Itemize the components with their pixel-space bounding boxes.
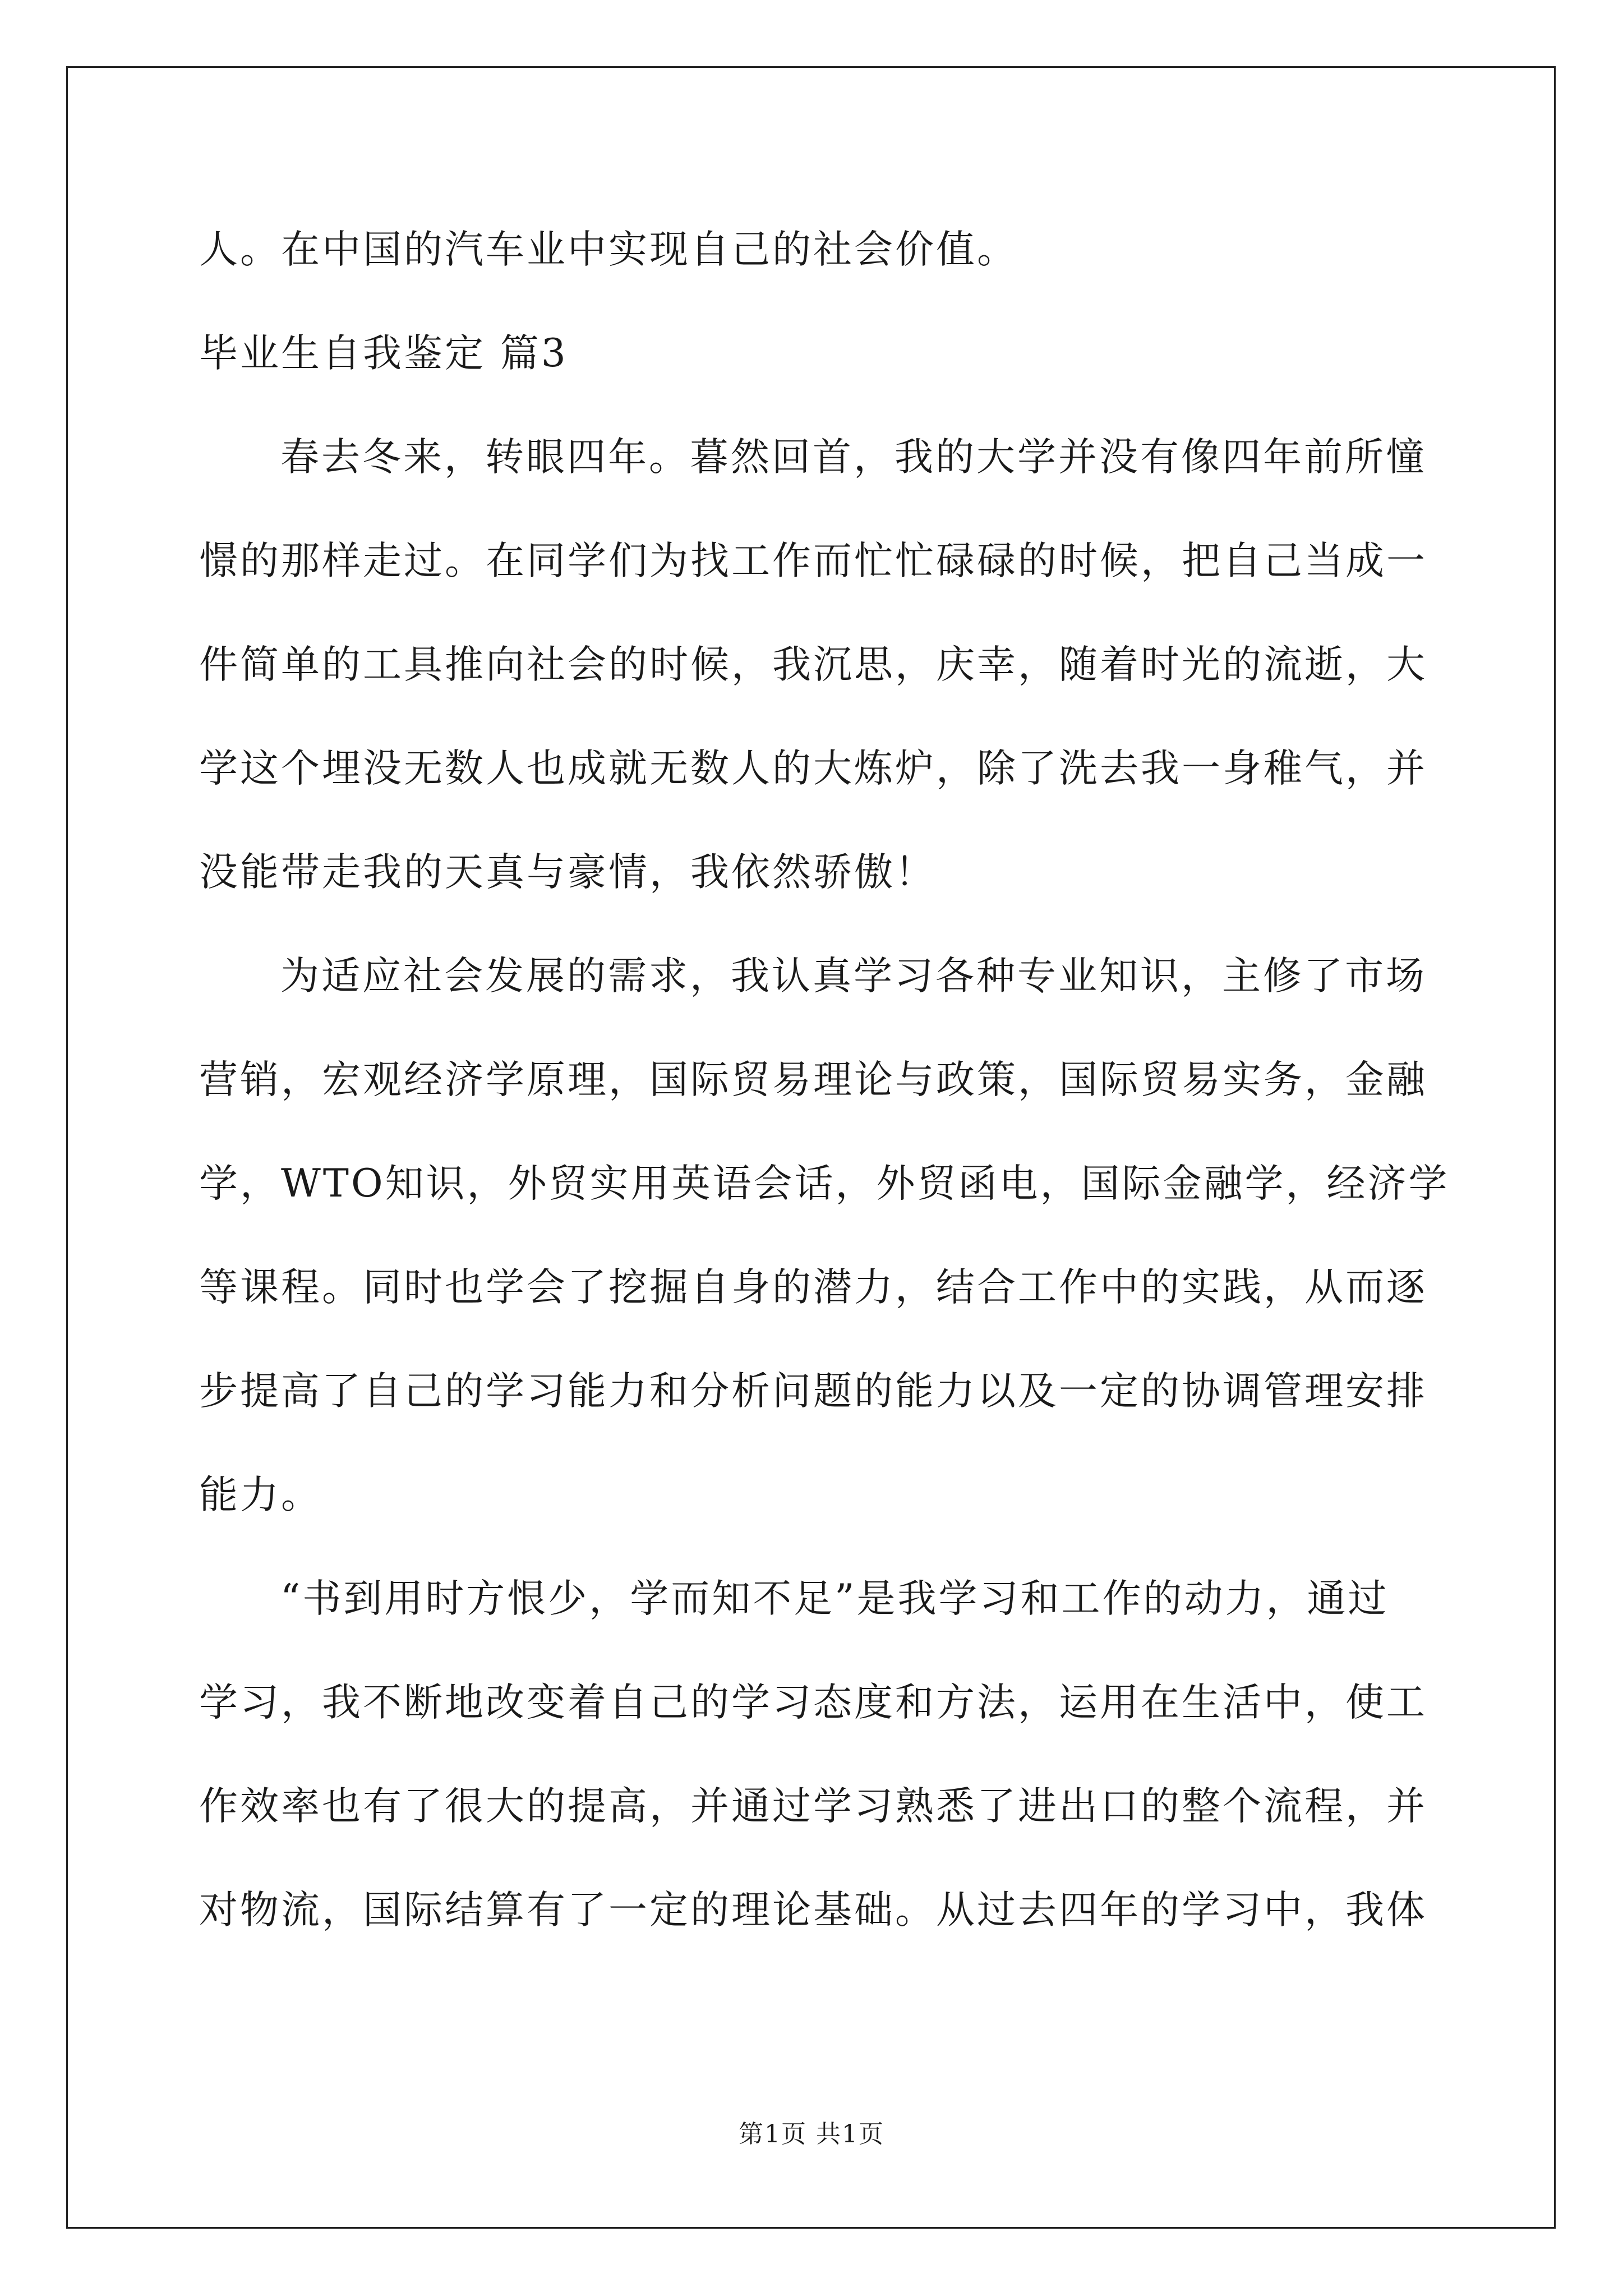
body-line-1: 人。在中国的汽车业中实现自己的社会价值。 [199,227,1018,272]
section-heading: 毕业生自我鉴定 篇3 [199,331,568,376]
paragraph-2-line-5: 步提高了自己的学习能力和分析问题的能力以及一定的协调管理安排 [199,1369,1427,1414]
paragraph-2-line-2: 营销，宏观经济学原理，国际贸易理论与政策，国际贸易实务，金融 [199,1057,1427,1102]
paragraph-3-line-4: 对物流，国际结算有了一定的理论基础。从过去四年的学习中，我体 [199,1888,1427,1932]
paragraph-2-line-3: 学，WTO知识，外贸实用英语会话，外贸函电，国际金融学，经济学 [199,1161,1450,1206]
paragraph-1-line-1: 春去冬来，转眼四年。暮然回首，我的大学并没有像四年前所憧 [280,435,1427,480]
paragraph-1-line-2: 憬的那样走过。在同学们为找工作而忙忙碌碌的时候，把自己当成一 [199,539,1427,583]
paragraph-2-line-6: 能力。 [199,1473,322,1517]
paragraph-2-line-4: 等课程。同时也学会了挖掘自身的潜力，结合工作中的实践，从而逐 [199,1265,1427,1310]
page-number-footer: 第1页 共1页 [739,2120,884,2148]
paragraph-2-line-1: 为适应社会发展的需求，我认真学习各种专业知识，主修了市场 [280,954,1427,999]
paragraph-1-line-4: 学这个埋没无数人也成就无数人的大炼炉，除了洗去我一身稚气，并 [199,746,1427,791]
paragraph-1-line-5: 没能带走我的天真与豪情，我依然骄傲！ [199,850,936,895]
paragraph-1-line-3: 件简单的工具推向社会的时候，我沉思，庆幸，随着时光的流逝，大 [199,642,1427,687]
paragraph-3-line-1: “书到用时方恨少，学而知不足”是我学习和工作的动力，通过 [280,1576,1389,1621]
paragraph-3-line-3: 作效率也有了很大的提高，并通过学习熟悉了进出口的整个流程，并 [199,1784,1427,1829]
paragraph-3-line-2: 学习，我不断地改变着自己的学习态度和方法，运用在生活中，使工 [199,1680,1427,1725]
